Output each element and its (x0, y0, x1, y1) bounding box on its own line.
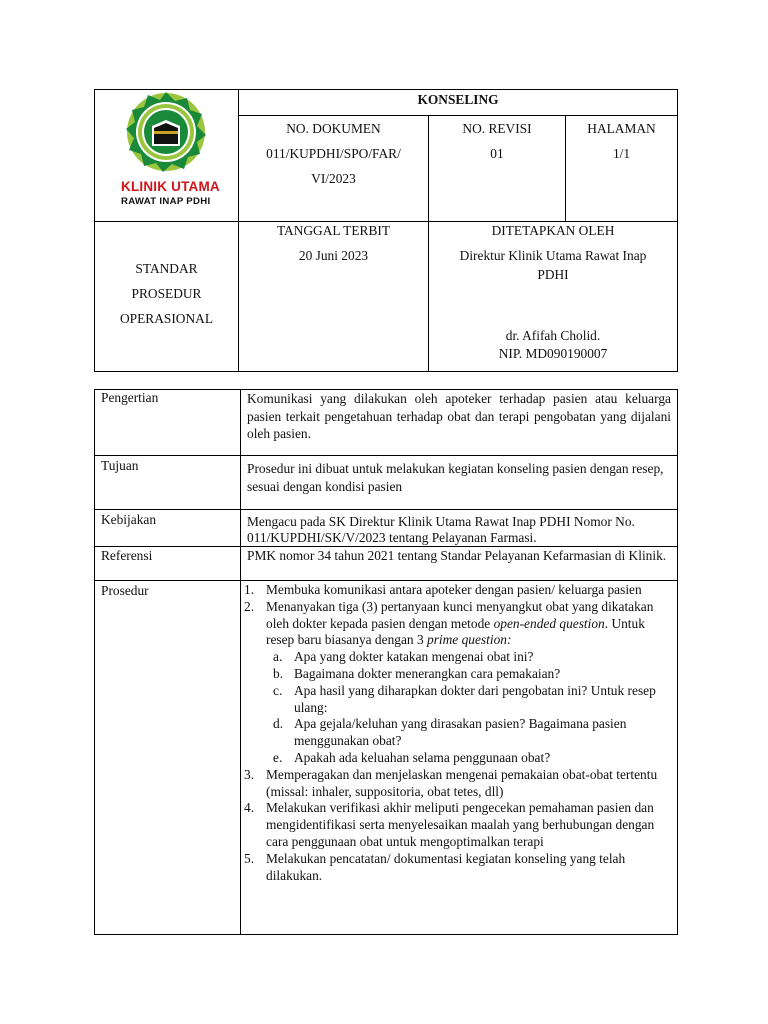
procedure-substep-b (243, 666, 673, 683)
step-number: 3. (244, 766, 255, 782)
text-pengertian: Komunikasi yang dilakukan oleh apoteker terhadap pasien atau keluarga pasien terkait pengetahuan terhadap obat dan terapi pengobatan yang dijalani oleh pasien. (247, 391, 671, 441)
substep-letter: b. (273, 665, 284, 681)
substep-letter: c. (273, 682, 283, 698)
page-label: HALAMAN (587, 121, 656, 136)
approved-by-2: PDHI (537, 267, 569, 282)
issue-date-label: TANGGAL TERBIT (276, 223, 391, 238)
procedure-list (243, 582, 673, 884)
label-kebijakan: Kebijakan (101, 512, 157, 527)
signer-name: dr. Afifah Cholid. (505, 328, 601, 343)
procedure-step-5 (243, 851, 673, 885)
step-number: 4. (244, 800, 255, 816)
approved-by-1: Direktur Klinik Utama Rawat Inap (459, 248, 647, 263)
substep-text: Bagaimana dokter menerangkan cara pemakaian? (294, 665, 561, 681)
clinic-logo (95, 90, 237, 220)
procedure-substep-a (243, 649, 673, 666)
step-text: Melakukan pencatatan/ dokumentasi kegiatan konseling yang telah dilakukan. (266, 850, 626, 883)
logo-text-clinic: KLINIK UTAMA (121, 179, 220, 194)
procedure-step-2 (243, 599, 673, 649)
issue-date-value: 20 Juni 2023 (298, 248, 369, 263)
procedure-substep-e (243, 750, 673, 767)
step-text: Menanyakan tiga (3) pertanyaan kunci menyangkut obat yang dikatakan oleh dokter kepada pasien dengan metode (266, 598, 654, 631)
substep-text: Apa yang dokter katakan mengenai obat ini? (294, 649, 534, 665)
substep-text: Apakah ada keluahan selama penggunaan obat? (294, 749, 551, 765)
revision-value: 01 (490, 146, 504, 161)
step-text: Melakukan verifikasi akhir meliputi pengecekan pemahaman pasien dan mengidentifikasi serta menyelesaikan maalah yang berhubungan dengan cara penggunaan obat untuk mengoptimalkan terapi (266, 800, 655, 849)
step-number: 5. (244, 850, 255, 866)
procedure-substep-d (243, 716, 673, 750)
logo-text-subtitle: RAWAT INAP PDHI (121, 196, 211, 207)
label-pengertian: Pengertian (101, 390, 159, 405)
step-text-italic: prime question: (427, 632, 512, 648)
step-text: Memperagakan dan menjelaskan mengenai pemakaian obat-obat tertentu (missal: inhaler, suppositoria, obat tetes, dll) (266, 766, 658, 799)
procedure-step-1 (243, 582, 673, 599)
approved-label: DITETAPKAN OLEH (491, 223, 615, 238)
text-tujuan: Prosedur ini dibuat untuk melakukan kegiatan konseling pasien dengan resep, sesuai dengan kondisi pasien (247, 461, 664, 494)
label-prosedur: Prosedur (101, 583, 149, 598)
substep-text: Apa hasil yang diharapkan dokter dari pengobatan ini? Untuk resep ulang: (294, 682, 656, 715)
signer-nip: NIP. MD090190007 (498, 346, 608, 361)
step-text: . Untuk resep baru biasanya dengan 3 (266, 615, 645, 648)
step-text: Membuka komunikasi antara apoteker dengan pasien/ keluarga pasien (266, 582, 642, 597)
step-number: 2. (244, 598, 255, 614)
label-tujuan: Tujuan (101, 458, 139, 473)
sop-line-2: PROSEDUR (131, 286, 202, 301)
doc-number-value-2: VI/2023 (311, 171, 356, 186)
page-title: KONSELING (417, 92, 499, 107)
text-referensi: PMK nomor 34 tahun 2021 tentang Standar Pelayanan Kefarmasian di Klinik. (247, 548, 667, 563)
step-number: 1. (244, 582, 255, 597)
substep-text: Apa gejala/keluhan yang dirasakan pasien? Bagaimana pasien menggunakan obat? (294, 716, 627, 749)
sop-line-1: STANDAR (135, 261, 198, 276)
doc-number-label: NO. DOKUMEN (286, 121, 381, 136)
substep-letter: a. (273, 649, 283, 665)
procedure-step-4 (243, 800, 673, 850)
sop-line-3: OPERASIONAL (120, 311, 213, 326)
revision-label: NO. REVISI (462, 121, 532, 136)
procedure-substep-c (243, 683, 673, 717)
substep-letter: d. (273, 716, 284, 732)
text-kebijakan: Mengacu pada SK Direktur Klinik Utama Rawat Inap PDHI Nomor No. 011/KUPDHI/SK/V/2023 tentang Pelayanan Farmasi. (247, 514, 635, 545)
doc-number-value-1: 011/KUPDHI/SPO/FAR/ (266, 146, 401, 161)
procedure-step-3 (243, 767, 673, 801)
label-referensi: Referensi (101, 548, 153, 563)
page-value: 1/1 (612, 146, 631, 161)
substep-letter: e. (273, 749, 283, 765)
step-text-italic: open-ended question (493, 615, 605, 631)
kaaba-emblem-icon (95, 90, 237, 172)
